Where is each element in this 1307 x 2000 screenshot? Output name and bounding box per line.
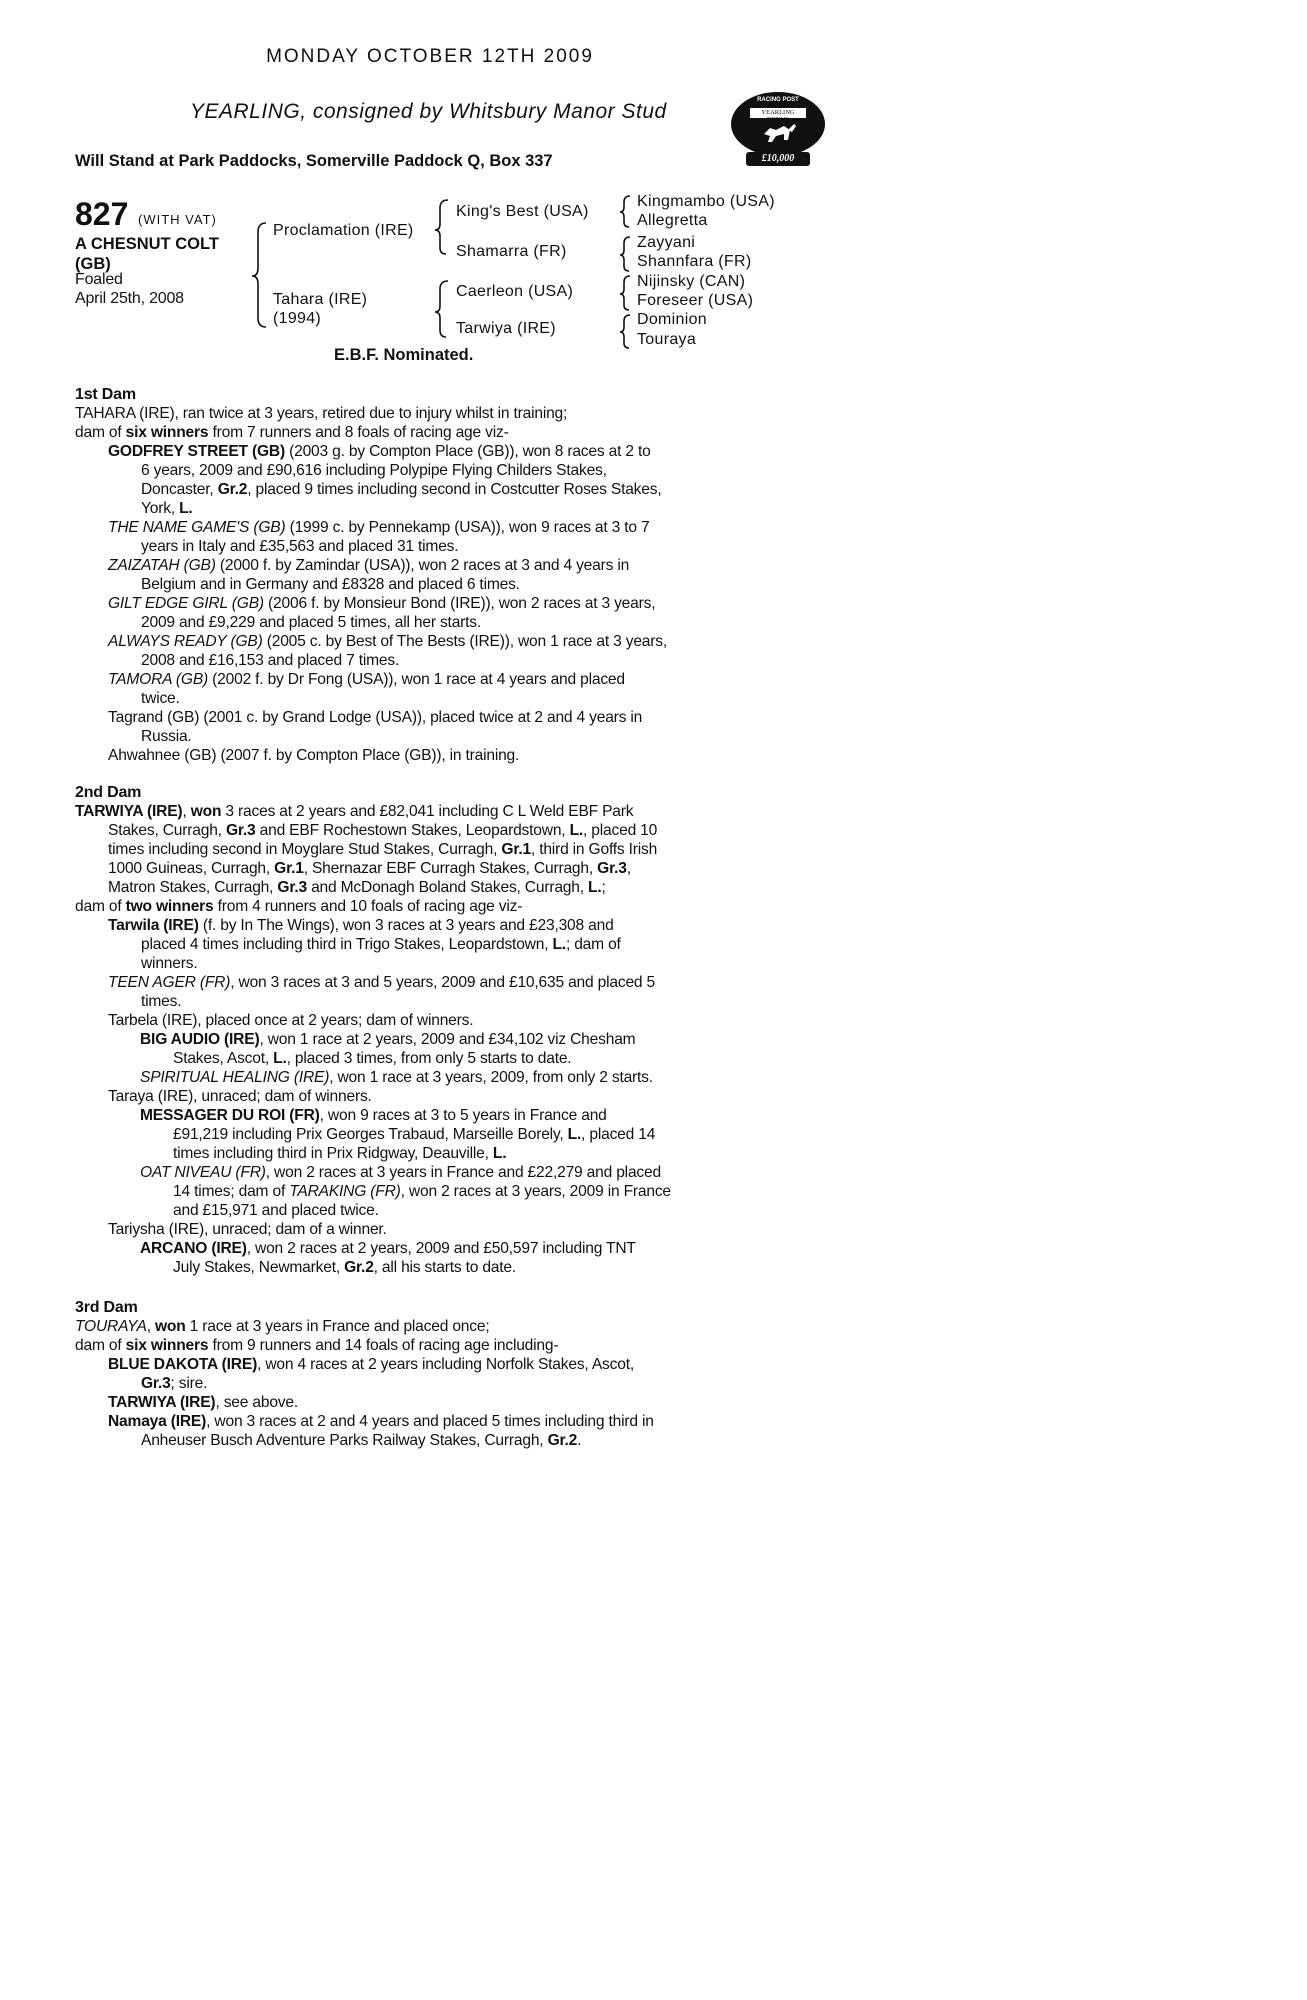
- second-dam-tarwiya: TARWIYA (IRE), won 3 races at 2 years and £82,041 including C L Weld EBF Park Stakes, Curragh, Gr.3 and EBF Rochestown Stakes, Leopardstown, L., placed 10 times including second in Moyglare Stud Stakes, Curragh, Gr.1, third in Goffs Irish 1000 Guineas, Curragh, Gr.1, Shernazar EBF Curragh Stakes, Curragh, Gr.3, Matron Stakes, Curragh, Gr.3 and McDonagh Boland Stakes, Curragh, L.;: [75, 803, 658, 896]
- produce-blue-dakota: BLUE DAKOTA (IRE), won 4 races at 2 years including Norfolk Stakes, Ascot, Gr.3; sire.: [108, 1356, 634, 1392]
- badge-amount: £10,000: [761, 153, 795, 164]
- badge-mid-text: YEARLING BONUS: [761, 109, 795, 123]
- produce-oat-niveau: OAT NIVEAU (FR), won 2 races at 3 years in France and £22,279 and placed 14 times; dam of TARAKING (FR), won 2 races at 3 years, 2009 in France and £15,971 and placed twice.: [140, 1164, 671, 1219]
- consignment-line: YEARLING, consigned by Whitsbury Manor Stud: [190, 100, 667, 123]
- third-dam-heading: 3rd Dam: [75, 1299, 138, 1316]
- pedigree-sire-dam: Shamarra (FR): [456, 243, 567, 260]
- third-dam-touraya: TOURAYA, won 1 race at 3 years in France and placed once;: [75, 1318, 490, 1335]
- produce-tariysha: Tariysha (IRE), unraced; dam of a winner.: [108, 1221, 387, 1238]
- produce-teen-ager: TEEN AGER (FR), won 3 races at 3 and 5 years, 2009 and £10,635 and placed 5 times.: [108, 974, 655, 1010]
- third-dam-produce-summary: dam of six winners from 9 runners and 14 foals of racing age including-: [75, 1337, 559, 1354]
- pedigree-sire-sire: King's Best (USA): [456, 203, 589, 220]
- produce-godfrey-street: GODFREY STREET (GB) (2003 g. by Compton Place (GB)), won 8 races at 2 to 6 years, 2009 and £90,616 including Polypipe Flying Childers Stakes, Doncaster, Gr.2, placed 9 times including second in Costcutter Roses Stakes, York, L.: [108, 443, 662, 517]
- first-dam-intro: TAHARA (IRE), ran twice at 3 years, retired due to injury whilst in training;: [75, 405, 568, 422]
- produce-ahwahnee: Ahwahnee (GB) (2007 f. by Compton Place (GB)), in training.: [108, 747, 520, 764]
- produce-tamora: TAMORA (GB) (2002 f. by Dr Fong (USA)), won 1 race at 4 years and placed twice.: [108, 671, 625, 707]
- produce-arcano: ARCANO (IRE), won 2 races at 2 years, 2009 and £50,597 including TNT July Stakes, Newmarket, Gr.2, all his starts to date.: [140, 1240, 636, 1276]
- pedigree-dam-dam: Tarwiya (IRE): [456, 320, 556, 337]
- produce-taraya: Taraya (IRE), unraced; dam of winners.: [108, 1088, 372, 1105]
- badge-top-text: RACING POST: [757, 97, 799, 103]
- lot-description-line1: A CHESNUT COLT: [75, 235, 219, 253]
- ebf-nominated: E.B.F. Nominated.: [334, 346, 474, 364]
- third-dam-section: [75, 1298, 755, 1450]
- sale-date: MONDAY OCTOBER 12TH 2009: [266, 46, 594, 67]
- second-dam-section: [75, 783, 755, 1277]
- produce-gilt-edge-girl: GILT EDGE GIRL (GB) (2006 f. by Monsieur Bond (IRE)), won 2 races at 3 years, 2009 and £9,229 and placed 5 times, all her starts.: [108, 595, 656, 631]
- pedigree-dsd: Foreseer (USA): [637, 292, 754, 309]
- pedigree-dam-sire: Caerleon (USA): [456, 283, 574, 300]
- produce-big-audio: BIG AUDIO (IRE), won 1 race at 2 years, 2009 and £34,102 viz Chesham Stakes, Ascot, L., placed 3 times, from only 5 starts to date.: [140, 1031, 636, 1067]
- pedigree-sds: Zayyani: [637, 234, 696, 251]
- produce-tarwiya-ref: TARWIYA (IRE), see above.: [108, 1394, 298, 1411]
- produce-namaya: Namaya (IRE), won 3 races at 2 and 4 years and placed 5 times including third in Anheuser Busch Adventure Parks Railway Stakes, Curragh, Gr.2.: [108, 1413, 654, 1449]
- produce-zaizatah: ZAIZATAH (GB) (2000 f. by Zamindar (USA)), won 2 races at 3 and 4 years in Belgium and in Germany and £8328 and placed 6 times.: [108, 557, 630, 593]
- first-dam-heading: 1st Dam: [75, 386, 136, 403]
- pedigree-dds: Dominion: [637, 311, 707, 328]
- second-dam-produce-summary: dam of two winners from 4 runners and 10 foals of racing age viz-: [75, 898, 523, 915]
- pedigree-ddd: Touraya: [637, 331, 697, 348]
- produce-always-ready: ALWAYS READY (GB) (2005 c. by Best of The Bests (IRE)), won 1 race at 3 years, 2008 and £16,153 and placed 7 times.: [108, 633, 668, 669]
- lot-description-line2: (GB): [75, 255, 111, 273]
- produce-tarwila: Tarwila (IRE) (f. by In The Wings), won 3 races at 3 years and £23,308 and placed 4 times including third in Trigo Stakes, Leopardstown, L.; dam of winners.: [108, 917, 621, 972]
- produce-spiritual-healing: SPIRITUAL HEALING (IRE), won 1 race at 3 years, 2009, from only 2 starts.: [140, 1069, 653, 1086]
- produce-tarbela: Tarbela (IRE), placed once at 2 years; dam of winners.: [108, 1012, 474, 1029]
- first-dam-produce-summary: dam of six winners from 7 runners and 8 foals of racing age viz-: [75, 424, 509, 441]
- lot-number: 827: [75, 196, 129, 232]
- foaled-label: Foaled: [75, 271, 123, 288]
- first-dam-section: [75, 385, 755, 765]
- stand-location: Will Stand at Park Paddocks, Somerville Paddock Q, Box 337: [75, 152, 553, 170]
- pedigree-ssd: Allegretta: [637, 212, 708, 229]
- pedigree-dss: Nijinsky (CAN): [637, 273, 746, 290]
- foaled-date: April 25th, 2008: [75, 290, 184, 307]
- pedigree-sire: Proclamation (IRE): [273, 222, 414, 239]
- pedigree-sss: Kingmambo (USA): [637, 193, 775, 210]
- produce-tagrand: Tagrand (GB) (2001 c. by Grand Lodge (USA)), placed twice at 2 and 4 years in Russia.: [108, 709, 643, 745]
- pedigree-dam-year: (1994): [273, 310, 322, 327]
- lot-vat: (WITH VAT): [138, 212, 217, 227]
- pedigree-sdd: Shannfara (FR): [637, 253, 752, 270]
- produce-name-games: THE NAME GAME'S (GB) (1999 c. by Pennekamp (USA)), won 9 races at 3 to 7 years in Italy and £35,563 and placed 31 times.: [108, 519, 650, 555]
- second-dam-heading: 2nd Dam: [75, 784, 142, 801]
- produce-messager-du-roi: MESSAGER DU ROI (FR), won 9 races at 3 to 5 years in France and £91,219 including Prix Georges Trabaud, Marseille Borely, L., placed 14 times including third in Prix Ridgway, Deauville, L.: [140, 1107, 656, 1162]
- pedigree-dam: Tahara (IRE): [273, 291, 368, 308]
